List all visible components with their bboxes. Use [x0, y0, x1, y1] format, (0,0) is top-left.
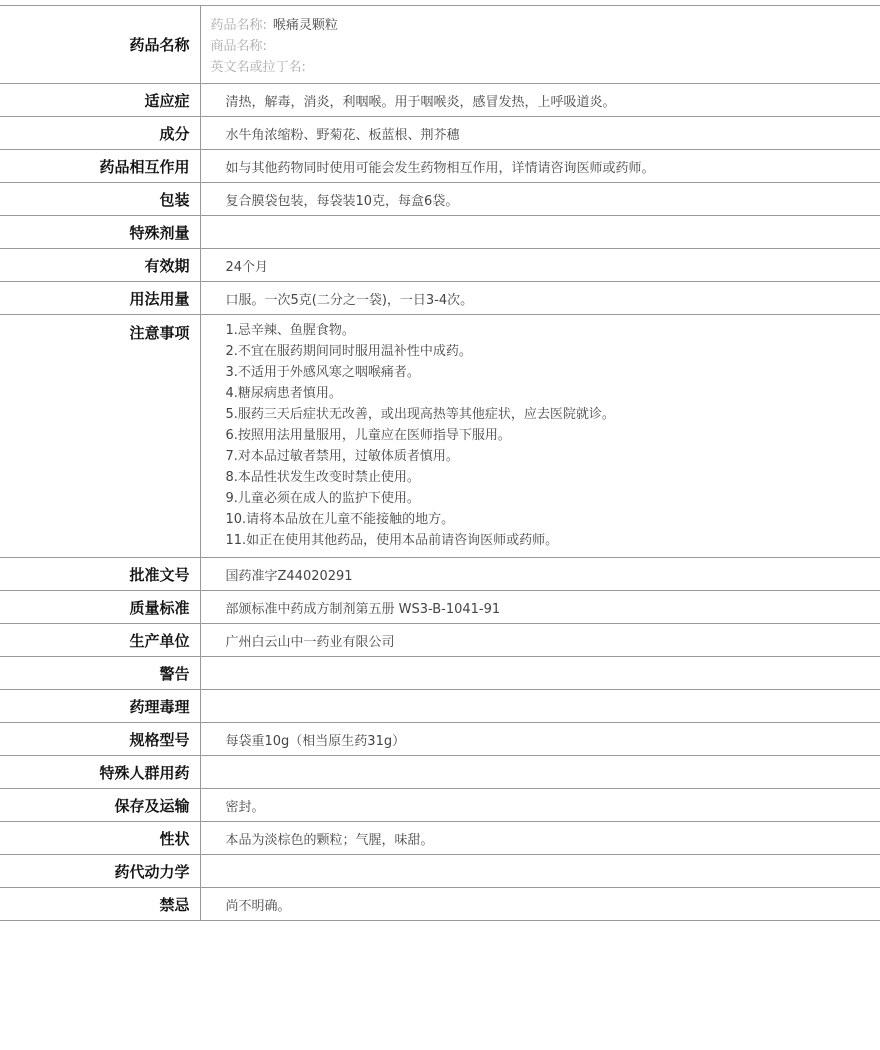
- row-label: 特殊剂量: [0, 216, 200, 249]
- row-value: 本品为淡棕色的颗粒；气腥，味甜。: [200, 822, 880, 855]
- row-value: 国药准字Z44020291: [200, 558, 880, 591]
- precautions-list: [200, 315, 880, 558]
- row-special-population: [0, 756, 880, 789]
- row-warning: [0, 657, 880, 690]
- row-label: 药品相互作用: [0, 150, 200, 183]
- row-label: 性状: [0, 822, 200, 855]
- row-special-dosage: [0, 216, 880, 249]
- row-value: 24个月: [200, 249, 880, 282]
- row-approval: [0, 558, 880, 591]
- row-value: 密封。: [200, 789, 880, 822]
- row-label: 有效期: [0, 249, 200, 282]
- row-interactions: [0, 150, 880, 183]
- row-value: 尚不明确。: [200, 888, 880, 921]
- row-value: 每袋重10g（相当原生药31g）: [200, 723, 880, 756]
- row-value: [200, 756, 880, 789]
- list-item: 8.本品性状发生改变时禁止使用。: [225, 470, 420, 485]
- list-item: 2.不宜在服药期间同时服用温补性中成药。: [225, 344, 472, 359]
- row-value: [200, 855, 880, 888]
- row-contraindications: [0, 888, 880, 921]
- row-label: 质量标准: [0, 591, 200, 624]
- trade-name-key: 商品名称:: [210, 39, 267, 54]
- english-name-key: 英文名或拉丁名:: [210, 60, 306, 75]
- row-label: 成分: [0, 117, 200, 150]
- list-item: 6.按照用法用量服用，儿童应在医师指导下服用。: [225, 428, 511, 443]
- row-appearance: [0, 822, 880, 855]
- generic-name-key: 药品名称:: [210, 18, 267, 33]
- row-label: 生产单位: [0, 624, 200, 657]
- row-value: 复合膜袋包装，每袋装10克，每盒6袋。: [200, 183, 880, 216]
- drug-name-cell: [200, 6, 880, 84]
- row-value: 如与其他药物同时使用可能会发生药物相互作用，详情请咨询医师或药师。: [200, 150, 880, 183]
- list-item: 10.请将本品放在儿童不能接触的地方。: [225, 512, 455, 527]
- list-item: 7.对本品过敏者禁用，过敏体质者慎用。: [225, 449, 459, 464]
- row-toxicology: [0, 690, 880, 723]
- row-label: 药理毒理: [0, 690, 200, 723]
- row-label: 批准文号: [0, 558, 200, 591]
- list-item: 5.服药三天后症状无改善，或出现高热等其他症状，应去医院就诊。: [225, 407, 615, 422]
- row-ingredients: [0, 117, 880, 150]
- row-standard: [0, 591, 880, 624]
- row-value: [200, 216, 880, 249]
- list-item: 4.糖尿病患者慎用。: [225, 386, 342, 401]
- row-value: [200, 657, 880, 690]
- row-value: 水牛角浓缩粉、野菊花、板蓝根、荆芥穗: [200, 117, 880, 150]
- row-label: 特殊人群用药: [0, 756, 200, 789]
- row-indications: [0, 84, 880, 117]
- list-item: 9.儿童必须在成人的监护下使用。: [225, 491, 420, 506]
- row-label: 禁忌: [0, 888, 200, 921]
- generic-name-value: 喉痛灵颗粒: [272, 18, 338, 33]
- list-item: 1.忌辛辣、鱼腥食物。: [225, 323, 355, 338]
- row-pharmacokinetics: [0, 855, 880, 888]
- row-value: 口服。一次5克(二分之一袋)，一日3-4次。: [200, 282, 880, 315]
- row-specification: [0, 723, 880, 756]
- trade-name-line: [211, 36, 880, 57]
- row-value: 广州白云山中一药业有限公司: [200, 624, 880, 657]
- row-label: 规格型号: [0, 723, 200, 756]
- row-precautions: [0, 315, 880, 558]
- list-item: 11.如正在使用其他药品，使用本品前请咨询医师或药师。: [225, 533, 559, 548]
- row-label: 注意事项: [0, 315, 200, 558]
- english-name-line: [211, 57, 880, 78]
- row-value: 部颁标准中药成方制剂第五册 WS3-B-1041-91: [200, 591, 880, 624]
- row-manufacturer: [0, 624, 880, 657]
- row-usage: [0, 282, 880, 315]
- row-label: 保存及运输: [0, 789, 200, 822]
- row-value: 清热，解毒，消炎，利咽喉。用于咽喉炎，感冒发热，上呼吸道炎。: [200, 84, 880, 117]
- row-expiry: [0, 249, 880, 282]
- row-label: 药代动力学: [0, 855, 200, 888]
- row-value: [200, 690, 880, 723]
- generic-name-line: [211, 15, 880, 36]
- list-item: 3.不适用于外感风寒之咽喉痛者。: [225, 365, 420, 380]
- row-label: 用法用量: [0, 282, 200, 315]
- row-drug-name: [0, 6, 880, 84]
- row-label: 药品名称: [0, 6, 200, 84]
- row-storage: [0, 789, 880, 822]
- drug-info-table: [0, 5, 880, 921]
- row-label: 警告: [0, 657, 200, 690]
- row-packaging: [0, 183, 880, 216]
- row-label: 适应症: [0, 84, 200, 117]
- row-label: 包装: [0, 183, 200, 216]
